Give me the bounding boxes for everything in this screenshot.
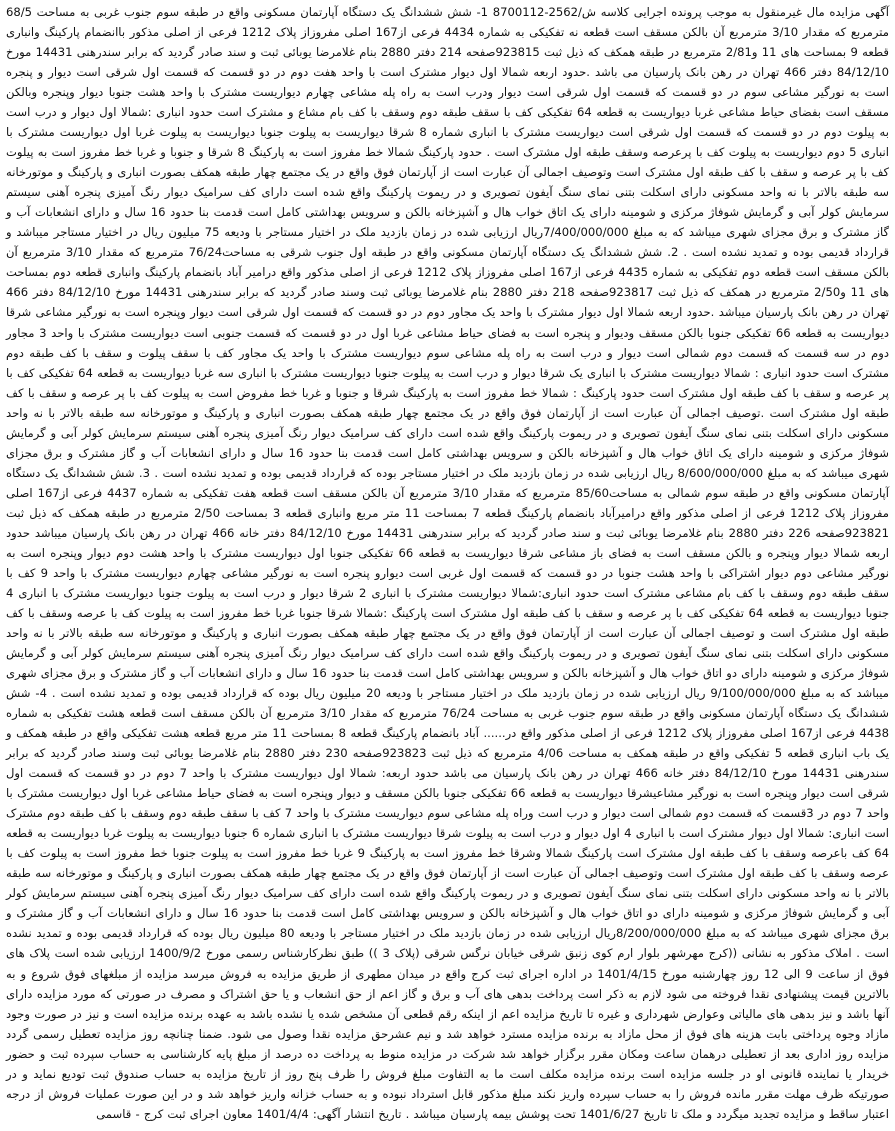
notice-paragraph: آگهی مزایده مال غیرمنقول به موجب پرونده اجرایی کلاسه ش/2562-8700112 1- شش ششدانگ یک دستگاه آپارتمان مسکونی واقع در طبقه سوم جنوب غربی به مساحت 68/5 مترمربع که مقدار 3/10 مترمربع آن بالکن مسقف است قطعه نه تفکیکی به شماره 4434 فرعی از167 اصلی مفروزاز پلاک 1212 فرعی از اصلی مذکور باانضمام پارکینگ وانباری قطعه 9 بمساحت های 11 و2/81 مترمربع در طبقه همکف که ذیل ثبت 923815صفحه 214 دفتر 2880 بنام غلامرضا یوبائی ثبت و سند صادر گردید که برابر سندرهنی 14431 مورخ 84/12/10 دفتر 466 تهران در رهن بانک پارسیان می باشد .حدود اربعه شمالا اول دیوار مشترک است با واحد هفت دوم در دو قسمت که قسمت اول شرقی است دیوار و پنجره است به نورگیر مشاعی سوم در دو قسمت که قسمت اول شرقی است دیوار ودرب است به راه پله مشاعی چهارم دیواریست مشترک با واحد هشت جنوبا دیوار وپنجره وبالکن مسقف است بفضای حیاط مشاعی غربا دیواریست به قطعه 64 تفکیکی کف با سقف طبقه دوم وسقف با کف بام مشاع و مشترک است حدود انباری :شمالا اول دیوار و درب است به پیلوت دوم در دو قسمت که قسمت اول شرقی است دیواریست مشترک با انباری شماره 8 شرقا دیواریست به پیلوت جنوبا دیواریست به پیلوت غربا اول دیواریست مشترک با انباری 5 دوم دیواریست به پیلوت کف با پرعرصه وسقف طبقه اول مشترک است . حدود پارکینگ شمالا خط مفروز است به پارکینگ 8 شرقا و جنوبا و غربا خط مفروز است به پیلوت کف با پر عرصه و سقف با کف طبقه اول مشترک است وتوصیف اجمالی آن عبارت است از آپارتمان فوق واقع در یک مجتمع چهار طبقه همکف بصورت انباری و پارکینگ و موتورخانه سه طبقه بالاتر با نه واحد مسکونی دارای اسکلت بتنی نمای سنگ آیفون تصویری و در ریموت پارکینگ واقع شده است دارای کف سرامیک دیوار رنگ آمیزی پنجره آهنی سیستم سرمایش کولر آبی و گرمایش شوفاژ مرکزی و شومینه دارای یک اتاق خواب هال و آشپزخانه بالکن و سرویس بهداشتی کامل است قدمت بنا حدود 16 سال و دارای انشعابات آب و گاز مشترک و برق مجزای شهری میباشد که به مبلغ 7/400/000/000ریال ارزیابی شده در زمان بازدید ملک در اختیار مستاجر با ودیعه 75 میلیون ریال در اختیار مستاجر میباشد و قرارداد قدیمی بوده و تمدید نشده است . 2. شش ششدانگ یک دستگاه آپارتمان مسکونی واقع در طبقه اول جنوب شرقی به مساحت76/24 مترمربع که مقدار 3/10 مترمربع آن بالکن مسقف است قطعه دوم تفکیکی به شماره 4435 فرعی از167 اصلی مفروزاز پلاک 1212 فرعی از اصلی مذکور واقع درامیر آباد بانضمام پارکینگ وانباری قطعه دوم بمساحت های 11 و2/50 مترمربع در همکف که ذیل ثبت 923817صفحه 218 دفتر 2880 بنام غلامرضا یوبائی ثبت وسند صادر گردید که برابر سندرهنی 14431 مورخ 84/12/10 دفتر 466 تهران در رهن بانک پارسیان میباشد .حدود اربعه شمالا اول دیوار مشترک با واحد یک مجاور دوم در دو قسمت که قسمت اول شرقی است دیوار وپنجره است به نورگیر مشاعی شرقا دیواریست به قطعه 66 تفکیکی جنوبا بالکن مسقف ودیوار و پنجره است به فضای حیاط مشاعی غربا اول در دو قسمت که قسمت جنوبی است دیواریست مشترک با واحد 3 مجاور دوم در سه قسمت که قسمت دوم شمالی است دیوار و درب است به راه پله مشاعی سوم دیواریست مشترک با واحد یک مجاور کف با سقف پیلوت و سقف با کف طبقه دوم مشترک است حدود انباری : شمالا دیواریست مشترک با انباری یک شرقا دیوار و درب است به پیلوت جنوبا دیواریست مشترک با انباری سه غربا دیواریست به قطعه 64 تفکیکی کف با پر عرصه و سقف با کف طبقه اول مشترک است حدود پارکینگ : شمالا خط مفروز است به پارکینگ شرقا و جنوبا و غربا خط مفروض است به پیلوت کف با پر عرصه و سقف با کف طبقه اول مشترک است .توصیف اجمالی آن عبارت است از آپارتمان فوق واقع در یک مجتمع چهار طبقه همکف بصورت انباری و پارکینگ و موتورخانه سه طبقه بالاتر با نه واحد مسکونی دارای اسکلت بتنی نمای سنگ آیفون تصویری و در ریموت پارکینگ واقع شده است دارای کف سرامیک دیوار رنگ آمیزی پنجره آهنی سیستم سرمایش کولر آبی و گرمایش شوفاژ مرکزی و شومینه دارای یک اتاق خواب هال و آشپزخانه بالکن و سرویس بهداشتی کامل است قدمت بنا حدود 16 سال و دارای انشعابات آب و گاز مشترک و برق مجزای شهری میباشد که به مبلغ 8/600/000/000 ریال ارزیابی شده در زمان بازدید ملک در اختیار مستاجر بوده که قرارداد قدیمی بوده و تمدید نشده است . 3. شش ششدانگ یک دستگاه آپارتمان مسکونی واقع در طبقه سوم شمالی به مساحت85/60 مترمربع که مقدار 3/10 مترمربع آن بالکن مسقف است قطعه هفت تفکیکی به شماره 4437 فرعی از167 اصلی مفروزاز پلاک 1212 فرعی از اصلی مذکور واقع درامیرآباد بانضمام پارکینگ قطعه 7 بمساحت 11 متر مربع وانباری قطعه 3 بمساحت 2/50 مترمربع در طبقه همکف که ذیل ثبت 923821صفحه 226 دفتر 2880 بنام غلامرضا یوبائی ثبت و سند صادر گردید که برابر سندرهنی 14431 مورخ 84/12/10 دفتر خانه 466 تهران در رهن بانک پارسیان میباشد حدود اربعه شمالا دیوار وپنجره و بالکن مسقف است به فضای باز مشاعی شرقا دیواریست به قطعه 66 تفکیکی جنوبا اول دیواریست مشترک با واحد هشت دوم دیوار وپنجره است به نورگیر مشاعی دوم دیوار اشتراکی با واحد هشت جنوبا در دو قسمت که قسمت اول غربی است دیوارو پنجره است به نورگیر مشاعی چهارم دیواریست مشترک با واحد 9 کف با سقف طبقه دوم وسقف با کف بام مشاعی مشترک است حدود انباری:شمالا دیواریست مشترک با انباری 2 شرقا دیوار و درب است به پیلوت جنوبا دیواریست مشترک با انباری 4 جنوبا دیواریست به قطعه 64 تفکیکی کف با پر عرصه و سقف با کف طبقه اول مشترک است پارکینگ :شمالا شرقا جنوبا غربا خط مفروز است به پیلوت کف با عرصه وسقف با کف طبقه اول مشترک است و توصیف اجمالی آن عبارت است از آپارتمان فوق واقع در یک مجتمع چهار طبقه همکف بصورت انباری و پارکینگ و موتورخانه سه طبقه بالاتر با نه واحد مسکونی دارای اسکلت بتنی نمای سنگ آیفون تصویری و در ریموت پارکینگ واقع شده است دارای کف سرامیک دیوار رنگ آمیزی پنجره آهنی سیستم سرمایش کولر آبی و گرمایش شوفاژ مرکزی و شومینه دارای دو اتاق خواب هال و آشپزخانه بالکن و سرویس بهداشتی کامل است قدمت بنا حدود 16 سال و دارای انشعابات آب و گاز مشترک و برق مجزای شهری میباشد که به مبلغ 9/100/000/000 ریال ارزیابی شده در زمان بازدید ملک در اختیار مستاجر با ودیعه 20 میلیون ریال بوده که قرارداد قدیمی بوده و تمدید نشده است . 4- شش ششدانگ یک دستگاه آپارتمان مسکونی واقع در طبقه سوم جنوب غربی به مساحت 76/24 مترمربع که مقدار 3/10 مترمربع آن بالکن مسقف است قطعه هشت تفکیکی به شماره 4438 فرعی از167 اصلی مفروزاز پلاک 1212 فرعی از اصلی مذکور واقع در...... آباد بانضمام پارکینگ قطعه 8 بمساحت 11 متر مربع قطعه هشت تفکیکی واقع در طبقه همکف و یک باب انباری قطعه 5 تفکیکی واقع در طبقه همکف به مساحت 4/06 مترمربع که ذیل ثبت 923823صفحه 230 دفتر 2880 بنام غلامرضا یوبائی ثبت وسند صادر گردید که برابر سندرهنی 14431 مورخ 84/12/10 دفتر خانه 466 تهران در رهن بانک پارسیان می باشد حدود اربعه: شمالا اول دیواریست مشترک با واحد 7 دوم در دو قسمت که قسمت اول شرقی است دیوار وپنجره است به نورگیر مشاعیشرقا دیواریست به قطعه 66 تفکیکی جنوبا بالکن مسقف و دیوار وپنجره است به فضای حیاط مشاعی غربا اول دیواریست مشترک با واحد 7 دوم در 3قسمت که قسمت دوم شمالی است دیوار و درب است وراه پله مشاعی سوم دیواریست مشترک با واحد 7 کف با سقف طبقه دوم وسقف با کف طبقه دوم مشترک است انباری: شمالا اول دیوار مشترک است با انباری 4 اول دیوار و درب است به پیلوت شرقا دیواریست مشترک با انباری شماره 6 جنوبا دیواریست به پیلوت غربا دیواریست به قطعه 64 کف باعرصه وسقف با کف طبقه اول مشترک است پارکینگ شمالا وشرقا خط مفروز است به پارکینگ 9 غربا خط مفروز است به پیلوت جنوبا خط مفروز است به پیلوت کف با عرصه وسقف با کف طبقه اول مشترک است وتوصیف اجمالی آن عبارت است از آپارتمان فوق واقع در یک مجتمع چهار طبقه همکف بصورت انباری و پارکینگ و موتورخانه سه طبقه بالاتر با نه واحد مسکونی دارای اسکلت بتنی نمای سنگ آیفون تصویری و در ریموت پارکینگ واقع شده است دارای کف سرامیک دیوار رنگ آمیزی پنجره آهنی سیستم سرمایش کولر آبی و گرمایش شوفاژ مرکزی و شومینه دارای دو اتاق خواب هال و آشپزخانه بالکن و سرویس بهداشتی کامل است قدمت بنا حدود 16 سال و دارای انشعابات آب و گاز مشترک و برق مجزای شهری میباشد که به مبلغ 8/200/000/000ریال ارزیابی شده در زمان بازدید ملک در اختیار مستاجر با ودیعه 80 میلیون ریال بوده که قرارداد قدیمی بوده و تمدید نشده است . املاک مذکور به نشانی ((کرج مهرشهر بلوار ارم کوی زنبق شرقی خیابان نرگس شرقی (پلاک 3 )) طبق نظرکارشناس رسمی مورخ 1400/9/2 ارزیابی شده است پلاک های فوق از ساعت 9 الی 12 روز چهارشنبه مورخ 1401/4/15 در اداره اجرای ثبت کرج واقع در میدان مطهری از طریق مزایده به فروش میرسد مزایده از مبلغهای فوق شروع و به بالاترین قیمت پیشنهادی نقدا فروخته می شود لازم به ذکر است پرداخت بدهی های آب و برق و گاز اعم از حق انشعاب و یا حق اشتراک و مصرف در صورتی که مورد مزایده دارای آنها باشد و نیز بدهی های مالیاتی وعوارض شهرداری و غیره تا تاریخ مزایده اعم از اینکه رقم قطعی آن مشخص شده یا نشده باشد به عهده برنده مزایده است و نیز در صورت وجود مازاد وجوه پرداختی بابت هزینه های فوق از محل مازاد به برنده مزایده مسترد خواهد شد و نیم عشرحق مزایده نقدا وصول می شود. ضمنا چنانچه روز مزایده تعطیل رسمی گردد مزایده روز اداری بعد از تعطیلی درهمان ساعت ومکان مقرر برگزار خواهد شد شرکت در مزایده منوط به پرداخت ده درصد از مبلغ پایه کارشناسی به حساب سپرده ثبت و حضور خریدار یا نماینده قانونی او در جلسه مزایده است برنده مزایده مکلف است ما به التفاوت مبلغ فروش را ظرف پنج روز از تاریخ مزایده به حساب صندوق ثبت تودیع نماید و در صورتیکه ظرف مهلت مقرر مانده فروش را به حساب سپرده واریز نکند مبلغ مذکور قابل استرداد نبوده و به حساب خزانه واریز خواهد شد و در این صورت عملیات فروش از درجه اعتبار ساقط و مزایده تجدید میگردد و ملک تا تاریخ 1401/6/27 تحت پوشش بیمه پارسیان میباشد . تاریخ انتشار آگهی: 1401/4/4 معاون اجرای ثبت کرج - قاسمی (6, 5, 890, 1121)
auction-notice-text (4, 2, 891, 1129)
